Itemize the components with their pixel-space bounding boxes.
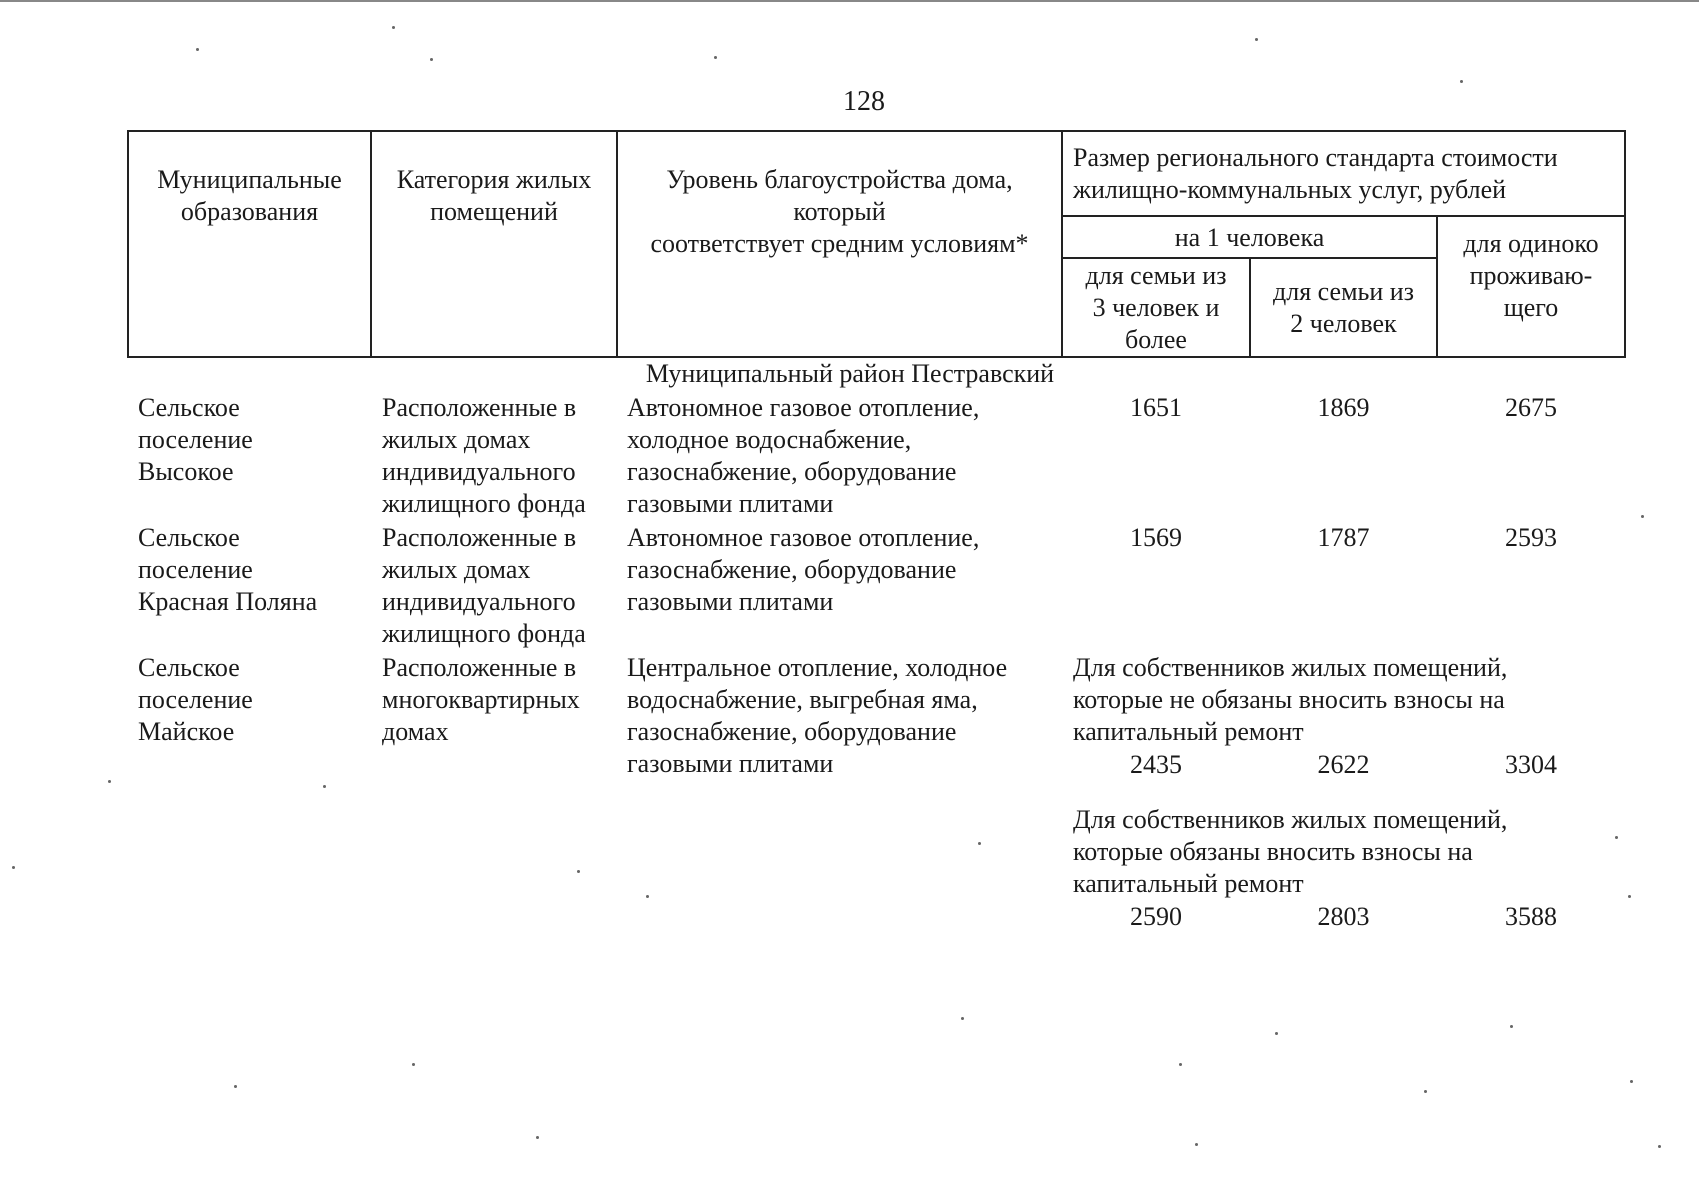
scan-speck bbox=[1460, 80, 1463, 83]
scan-speck bbox=[412, 1063, 415, 1066]
page-number: 128 bbox=[843, 86, 885, 117]
scan-speck bbox=[536, 1136, 539, 1139]
scan-speck bbox=[1195, 1143, 1198, 1146]
scan-speck bbox=[108, 780, 111, 783]
row3-category: Расположенные в многоквартирных домах bbox=[382, 653, 580, 746]
header-single: для одиноко проживаю- щего bbox=[1463, 229, 1599, 322]
row3-variant1-family2: 2622 bbox=[1317, 750, 1370, 779]
scan-speck bbox=[1510, 1025, 1513, 1028]
page-top-edge bbox=[0, 0, 1699, 2]
scan-speck bbox=[1424, 1090, 1427, 1093]
header-divider-size-bottom bbox=[1061, 215, 1626, 217]
row1-family2: 1869 bbox=[1317, 393, 1370, 422]
scan-speck bbox=[1630, 1080, 1633, 1083]
row1-single: 2675 bbox=[1505, 393, 1557, 422]
scan-speck bbox=[978, 842, 981, 845]
row2-category: Расположенные в жилых домах индивидуального жилищного фонда bbox=[382, 523, 586, 648]
scan-speck bbox=[392, 26, 395, 29]
row3-municipality: Сельское поселение Майское bbox=[138, 653, 253, 746]
row3-variant2-single: 3588 bbox=[1505, 902, 1557, 931]
row1-category: Расположенные в жилых домах индивидуального жилищного фонда bbox=[382, 393, 586, 518]
table-header bbox=[127, 130, 1626, 358]
header-per-person: на 1 человека bbox=[1174, 223, 1325, 252]
scan-speck bbox=[430, 58, 433, 61]
header-family2: для семьи из 2 человек bbox=[1273, 277, 1414, 338]
row1-municipality: Сельское поселение Высокое bbox=[138, 393, 253, 486]
scan-speck bbox=[1615, 836, 1618, 839]
header-size: Размер регионального стандарта стоимости жилищно-коммунальных услуг, рублей bbox=[1073, 143, 1558, 204]
scan-speck bbox=[1641, 515, 1644, 518]
row3-variant1-single: 3304 bbox=[1505, 750, 1557, 779]
row3-variant1-note: Для собственников жилых помещений, которые не обязаны вносить взносы на капитальный ремонт bbox=[1073, 653, 1508, 746]
scan-speck bbox=[646, 895, 649, 898]
scan-speck bbox=[1628, 895, 1631, 898]
header-family3: для семьи из 3 человек и более bbox=[1085, 261, 1227, 354]
scan-speck bbox=[323, 785, 326, 788]
scan-speck bbox=[234, 1085, 237, 1088]
row1-family3: 1651 bbox=[1130, 393, 1182, 422]
scan-speck bbox=[577, 870, 580, 873]
header-level: Уровень благоустройства дома, который соответствует средним условиям* bbox=[650, 165, 1029, 258]
row3-variant1-family3: 2435 bbox=[1130, 750, 1182, 779]
district-title: Муниципальный район Пестравский bbox=[645, 359, 1055, 388]
scan-speck bbox=[714, 56, 717, 59]
header-border-top bbox=[127, 130, 1626, 132]
header-municipality: Муниципальные образования bbox=[157, 165, 342, 226]
row2-level: Автономное газовое отопление, газоснабжение, оборудование газовыми плитами bbox=[627, 523, 980, 616]
row3-variant2-family2: 2803 bbox=[1317, 902, 1370, 931]
scan-speck bbox=[12, 866, 15, 869]
scan-speck bbox=[196, 48, 199, 51]
scan-speck bbox=[1255, 38, 1258, 41]
scan-speck bbox=[1275, 1032, 1278, 1035]
scan-speck bbox=[1179, 1063, 1182, 1066]
row2-municipality: Сельское поселение Красная Поляна bbox=[138, 523, 318, 616]
row1-level: Автономное газовое отопление, холодное водоснабжение, газоснабжение, оборудование газовыми плитами bbox=[627, 393, 980, 518]
header-category: Категория жилых помещений bbox=[396, 165, 592, 226]
row2-family2: 1787 bbox=[1317, 523, 1370, 552]
scan-speck bbox=[1658, 1145, 1661, 1148]
row3-variant2-note: Для собственников жилых помещений, которые обязаны вносить взносы на капитальный ремонт bbox=[1073, 805, 1508, 898]
row2-family3: 1569 bbox=[1130, 523, 1182, 552]
row3-level: Центральное отопление, холодное водоснабжение, выгребная яма, газоснабжение, оборудование газовыми плитами bbox=[627, 653, 1008, 778]
row2-single: 2593 bbox=[1505, 523, 1557, 552]
row3-variant2-family3: 2590 bbox=[1130, 902, 1182, 931]
header-border-right bbox=[1624, 130, 1626, 358]
scan-speck bbox=[961, 1017, 964, 1020]
